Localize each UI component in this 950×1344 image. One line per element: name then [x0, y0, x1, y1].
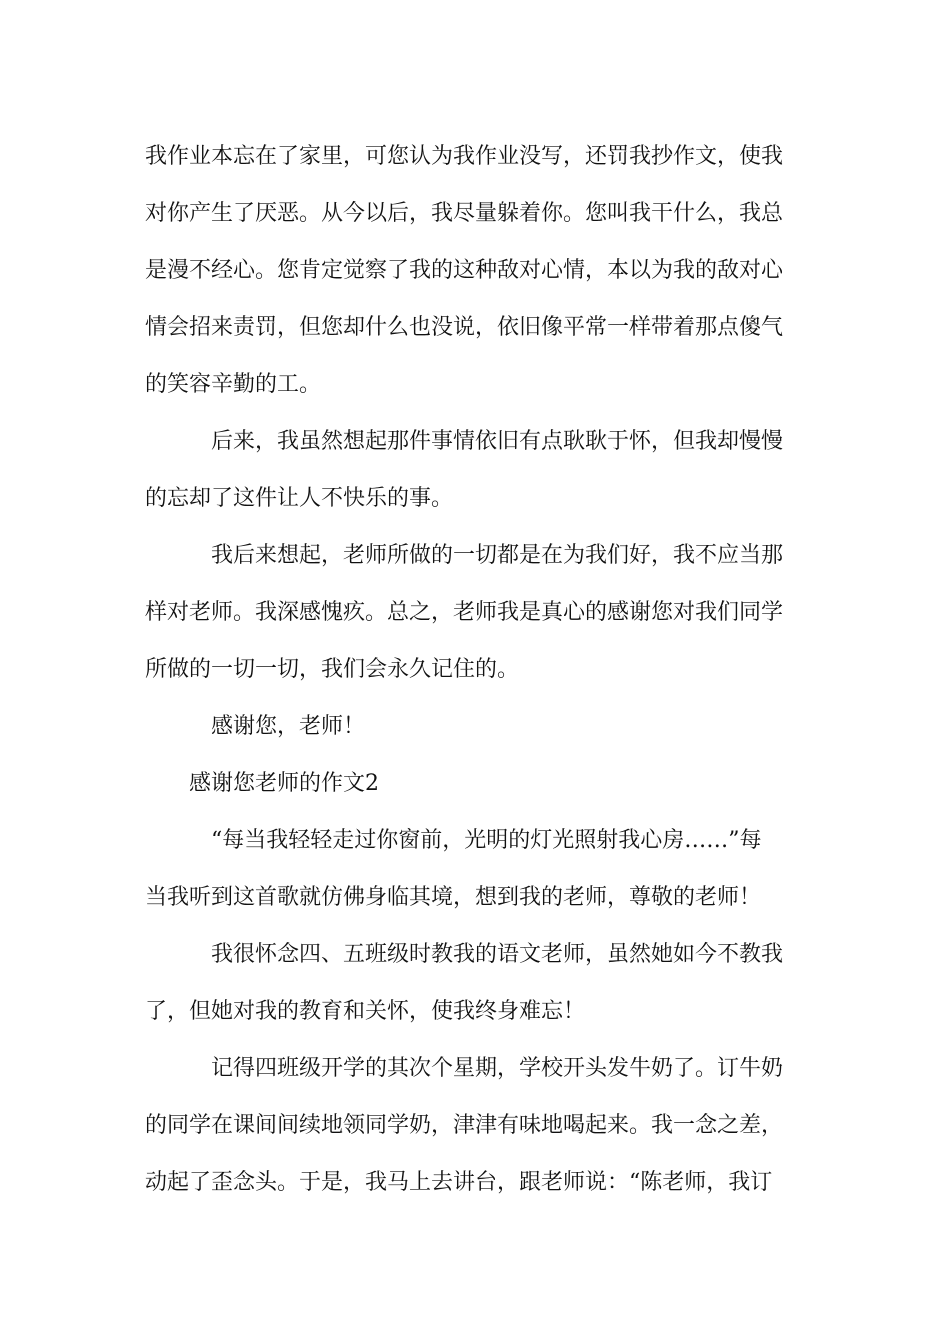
essay-body	[145, 128, 810, 1211]
paragraph-start-line: “每当我轻轻走过你窗前，光明的灯光照射我心房……”每	[211, 828, 762, 853]
text-line: 情会招来责罚，但您却什么也没说，依旧像平常一样带着那点傻气	[145, 315, 784, 340]
text-line: 动起了歪念头。于是，我马上去讲台，跟老师说：“陈老师，我订	[145, 1170, 773, 1195]
paragraph-start-line: 我很怀念四、五班级时教我的语文老师，虽然她如今不教我	[211, 942, 784, 967]
text-line: 样对老师。我深感愧疚。总之，老师我是真心的感谢您对我们同学	[145, 600, 784, 625]
essay-heading: 感谢您老师的作文2	[189, 771, 379, 796]
text-line: 我作业本忘在了家里，可您认为我作业没写，还罚我抄作文，使我	[145, 144, 784, 169]
paragraph-start-line: 后来，我虽然想起那件事情依旧有点耿耿于怀，但我却慢慢	[211, 429, 784, 454]
text-line: 的同学在课间间续地领同学奶，津津有味地喝起来。我一念之差，	[145, 1113, 784, 1138]
paragraph-start-line: 记得四班级开学的其次个星期，学校开头发牛奶了。订牛奶	[211, 1056, 784, 1081]
text-line: 所做的一切一切，我们会永久记住的。	[145, 657, 520, 682]
text-line: 对你产生了厌恶。从今以后，我尽量躲着你。您叫我干什么，我总	[145, 201, 784, 226]
paragraph-start-line: 我后来想起，老师所做的一切都是在为我们好，我不应当那	[211, 543, 784, 568]
text-line: 当我听到这首歌就仿佛身临其境，想到我的老师，尊敬的老师！	[145, 885, 762, 910]
closing-line: 感谢您，老师！	[211, 714, 366, 739]
text-line: 是漫不经心。您肯定觉察了我的这种敌对心情，本以为我的敌对心	[145, 258, 784, 283]
text-line: 的笑容辛勤的工。	[145, 372, 322, 397]
text-line: 了，但她对我的教育和关怀，使我终身难忘！	[145, 999, 586, 1024]
text-line: 的忘却了这件让人不快乐的事。	[145, 486, 454, 511]
